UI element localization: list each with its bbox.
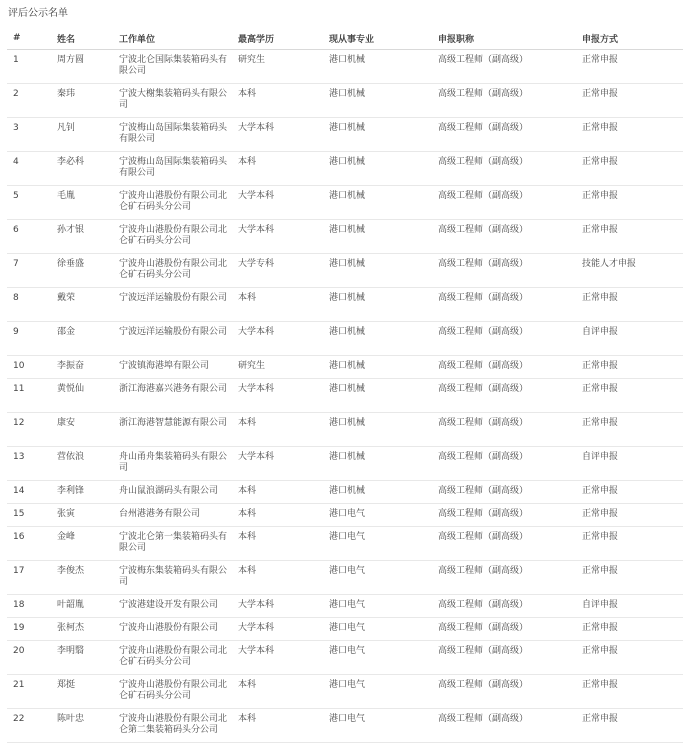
table-row bbox=[7, 254, 683, 288]
cell-name: 张柯杰 bbox=[51, 618, 113, 641]
cell-name: 叶韶胤 bbox=[51, 595, 113, 618]
table-row bbox=[7, 481, 683, 504]
cell-applied-title: 高级工程师（副高级） bbox=[432, 220, 576, 254]
cell-number: 3 bbox=[7, 118, 51, 152]
cell-education: 大学本科 bbox=[232, 322, 323, 356]
cell-number: 11 bbox=[7, 379, 51, 413]
cell-name: 张寅 bbox=[51, 504, 113, 527]
cell-apply-mode: 自评申报 bbox=[576, 447, 683, 481]
table-row bbox=[7, 118, 683, 152]
cell-education: 本科 bbox=[232, 675, 323, 709]
table-row bbox=[7, 84, 683, 118]
cell-major: 港口电气 bbox=[323, 561, 432, 595]
table-row bbox=[7, 504, 683, 527]
cell-work-unit: 宁波远洋运输股份有限公司 bbox=[113, 288, 232, 322]
table-row bbox=[7, 709, 683, 743]
cell-apply-mode: 自评申报 bbox=[576, 322, 683, 356]
cell-name: 黄悦仙 bbox=[51, 379, 113, 413]
cell-major: 港口电气 bbox=[323, 527, 432, 561]
cell-education: 大学本科 bbox=[232, 447, 323, 481]
cell-name: 周方圆 bbox=[51, 50, 113, 84]
cell-education: 本科 bbox=[232, 527, 323, 561]
table-row bbox=[7, 675, 683, 709]
cell-applied-title: 高级工程师（副高级） bbox=[432, 413, 576, 447]
cell-applied-title: 高级工程师（副高级） bbox=[432, 709, 576, 743]
cell-work-unit: 舟山甬舟集装箱码头有限公司 bbox=[113, 447, 232, 481]
cell-major: 港口机械 bbox=[323, 220, 432, 254]
cell-work-unit: 宁波舟山港股份有限公司北仑矿石码头分公司 bbox=[113, 641, 232, 675]
cell-number: 20 bbox=[7, 641, 51, 675]
cell-number: 16 bbox=[7, 527, 51, 561]
cell-name: 李明翳 bbox=[51, 641, 113, 675]
cell-work-unit: 宁波梅山岛国际集装箱码头有限公司 bbox=[113, 152, 232, 186]
cell-apply-mode: 正常申报 bbox=[576, 379, 683, 413]
cell-number: 8 bbox=[7, 288, 51, 322]
cell-applied-title: 高级工程师（副高级） bbox=[432, 50, 576, 84]
cell-education: 本科 bbox=[232, 481, 323, 504]
cell-work-unit: 宁波舟山港股份有限公司北仑第二集装箱码头分公司 bbox=[113, 709, 232, 743]
cell-work-unit: 宁波舟山港股份有限公司北仑矿石码头分公司 bbox=[113, 254, 232, 288]
cell-apply-mode: 正常申报 bbox=[576, 118, 683, 152]
table-header-row bbox=[7, 27, 683, 50]
cell-number: 18 bbox=[7, 595, 51, 618]
cell-number: 17 bbox=[7, 561, 51, 595]
cell-education: 大学本科 bbox=[232, 618, 323, 641]
cell-name: 秦玮 bbox=[51, 84, 113, 118]
cell-work-unit: 宁波镇海港埠有限公司 bbox=[113, 356, 232, 379]
cell-applied-title: 高级工程师（副高级） bbox=[432, 152, 576, 186]
cell-education: 本科 bbox=[232, 561, 323, 595]
cell-apply-mode: 正常申报 bbox=[576, 288, 683, 322]
cell-name: 李必科 bbox=[51, 152, 113, 186]
cell-work-unit: 宁波梅山岛国际集装箱码头有限公司 bbox=[113, 118, 232, 152]
cell-name: 凡钊 bbox=[51, 118, 113, 152]
cell-major: 港口电气 bbox=[323, 618, 432, 641]
table-row bbox=[7, 447, 683, 481]
cell-work-unit: 浙江海港智慧能源有限公司 bbox=[113, 413, 232, 447]
cell-apply-mode: 自评申报 bbox=[576, 595, 683, 618]
cell-major: 港口机械 bbox=[323, 84, 432, 118]
cell-work-unit: 宁波北仑第一集装箱码头有限公司 bbox=[113, 527, 232, 561]
table-row bbox=[7, 220, 683, 254]
cell-education: 大学本科 bbox=[232, 595, 323, 618]
cell-number: 19 bbox=[7, 618, 51, 641]
cell-major: 港口电气 bbox=[323, 675, 432, 709]
cell-number: 12 bbox=[7, 413, 51, 447]
cell-work-unit: 宁波舟山港股份有限公司 bbox=[113, 618, 232, 641]
cell-education: 本科 bbox=[232, 504, 323, 527]
cell-apply-mode: 正常申报 bbox=[576, 220, 683, 254]
table-row bbox=[7, 379, 683, 413]
cell-work-unit: 台州港港务有限公司 bbox=[113, 504, 232, 527]
header-name: 姓名 bbox=[51, 27, 113, 50]
cell-name: 李振奋 bbox=[51, 356, 113, 379]
cell-number: 7 bbox=[7, 254, 51, 288]
cell-work-unit: 宁波舟山港股份有限公司北仑矿石码头分公司 bbox=[113, 675, 232, 709]
cell-apply-mode: 正常申报 bbox=[576, 675, 683, 709]
cell-number: 22 bbox=[7, 709, 51, 743]
cell-number: 13 bbox=[7, 447, 51, 481]
cell-applied-title: 高级工程师（副高级） bbox=[432, 356, 576, 379]
cell-work-unit: 舟山鼠浪湖码头有限公司 bbox=[113, 481, 232, 504]
cell-apply-mode: 正常申报 bbox=[576, 709, 683, 743]
cell-number: 10 bbox=[7, 356, 51, 379]
cell-number: 5 bbox=[7, 186, 51, 220]
cell-name: 陈叶忠 bbox=[51, 709, 113, 743]
cell-applied-title: 高级工程师（副高级） bbox=[432, 186, 576, 220]
cell-work-unit: 浙江海港嘉兴港务有限公司 bbox=[113, 379, 232, 413]
cell-education: 大学本科 bbox=[232, 220, 323, 254]
cell-major: 港口机械 bbox=[323, 413, 432, 447]
cell-work-unit: 宁波大榭集装箱码头有限公司 bbox=[113, 84, 232, 118]
cell-apply-mode: 正常申报 bbox=[576, 50, 683, 84]
cell-name: 李利锋 bbox=[51, 481, 113, 504]
cell-work-unit: 宁波舟山港股份有限公司北仑矿石码头分公司 bbox=[113, 186, 232, 220]
table-row bbox=[7, 356, 683, 379]
table-row bbox=[7, 595, 683, 618]
cell-applied-title: 高级工程师（副高级） bbox=[432, 447, 576, 481]
cell-number: 4 bbox=[7, 152, 51, 186]
cell-name: 营依浪 bbox=[51, 447, 113, 481]
cell-apply-mode: 正常申报 bbox=[576, 618, 683, 641]
cell-applied-title: 高级工程师（副高级） bbox=[432, 595, 576, 618]
cell-education: 本科 bbox=[232, 709, 323, 743]
cell-major: 港口机械 bbox=[323, 447, 432, 481]
cell-name: 孙才银 bbox=[51, 220, 113, 254]
cell-major: 港口电气 bbox=[323, 641, 432, 675]
cell-education: 大学本科 bbox=[232, 641, 323, 675]
cell-apply-mode: 技能人才申报 bbox=[576, 254, 683, 288]
cell-applied-title: 高级工程师（副高级） bbox=[432, 527, 576, 561]
cell-name: 毛胤 bbox=[51, 186, 113, 220]
cell-apply-mode: 正常申报 bbox=[576, 356, 683, 379]
cell-applied-title: 高级工程师（副高级） bbox=[432, 641, 576, 675]
cell-major: 港口机械 bbox=[323, 152, 432, 186]
header-major: 现从事专业 bbox=[323, 27, 432, 50]
cell-education: 研究生 bbox=[232, 356, 323, 379]
cell-major: 港口机械 bbox=[323, 288, 432, 322]
cell-number: 1 bbox=[7, 50, 51, 84]
cell-name: 金峰 bbox=[51, 527, 113, 561]
cell-apply-mode: 正常申报 bbox=[576, 641, 683, 675]
table-row bbox=[7, 561, 683, 595]
cell-apply-mode: 正常申报 bbox=[576, 561, 683, 595]
header-apply-mode: 申报方式 bbox=[576, 27, 683, 50]
cell-applied-title: 高级工程师（副高级） bbox=[432, 561, 576, 595]
cell-apply-mode: 正常申报 bbox=[576, 186, 683, 220]
table-row bbox=[7, 413, 683, 447]
cell-name: 郑挺 bbox=[51, 675, 113, 709]
table-row bbox=[7, 152, 683, 186]
table-row bbox=[7, 50, 683, 84]
public-list-table bbox=[7, 27, 683, 743]
cell-applied-title: 高级工程师（副高级） bbox=[432, 322, 576, 356]
cell-applied-title: 高级工程师（副高级） bbox=[432, 481, 576, 504]
cell-work-unit: 宁波港建设开发有限公司 bbox=[113, 595, 232, 618]
header-work-unit: 工作单位 bbox=[113, 27, 232, 50]
cell-applied-title: 高级工程师（副高级） bbox=[432, 84, 576, 118]
header-education: 最高学历 bbox=[232, 27, 323, 50]
cell-major: 港口电气 bbox=[323, 595, 432, 618]
cell-apply-mode: 正常申报 bbox=[576, 481, 683, 504]
cell-major: 港口机械 bbox=[323, 481, 432, 504]
cell-major: 港口机械 bbox=[323, 186, 432, 220]
cell-major: 港口机械 bbox=[323, 118, 432, 152]
cell-education: 大学专科 bbox=[232, 254, 323, 288]
table-row bbox=[7, 322, 683, 356]
cell-applied-title: 高级工程师（副高级） bbox=[432, 675, 576, 709]
cell-number: 14 bbox=[7, 481, 51, 504]
cell-major: 港口机械 bbox=[323, 50, 432, 84]
table-row bbox=[7, 618, 683, 641]
cell-applied-title: 高级工程师（副高级） bbox=[432, 118, 576, 152]
cell-apply-mode: 正常申报 bbox=[576, 504, 683, 527]
cell-name: 李俊杰 bbox=[51, 561, 113, 595]
cell-name: 徐垂盛 bbox=[51, 254, 113, 288]
cell-work-unit: 宁波梅东集装箱码头有限公司 bbox=[113, 561, 232, 595]
cell-apply-mode: 正常申报 bbox=[576, 152, 683, 186]
cell-major: 港口电气 bbox=[323, 504, 432, 527]
table-row bbox=[7, 186, 683, 220]
cell-education: 本科 bbox=[232, 413, 323, 447]
cell-name: 康安 bbox=[51, 413, 113, 447]
cell-apply-mode: 正常申报 bbox=[576, 84, 683, 118]
cell-major: 港口机械 bbox=[323, 356, 432, 379]
cell-number: 2 bbox=[7, 84, 51, 118]
cell-work-unit: 宁波舟山港股份有限公司北仑矿石码头分公司 bbox=[113, 220, 232, 254]
cell-major: 港口机械 bbox=[323, 254, 432, 288]
cell-name: 戴荣 bbox=[51, 288, 113, 322]
cell-apply-mode: 正常申报 bbox=[576, 413, 683, 447]
header-applied-title: 申报职称 bbox=[432, 27, 576, 50]
cell-education: 大学本科 bbox=[232, 379, 323, 413]
cell-applied-title: 高级工程师（副高级） bbox=[432, 379, 576, 413]
cell-number: 21 bbox=[7, 675, 51, 709]
cell-applied-title: 高级工程师（副高级） bbox=[432, 288, 576, 322]
cell-name: 邵金 bbox=[51, 322, 113, 356]
cell-applied-title: 高级工程师（副高级） bbox=[432, 504, 576, 527]
table-row bbox=[7, 641, 683, 675]
cell-apply-mode: 正常申报 bbox=[576, 527, 683, 561]
cell-education: 大学本科 bbox=[232, 186, 323, 220]
cell-number: 9 bbox=[7, 322, 51, 356]
cell-work-unit: 宁波远洋运输股份有限公司 bbox=[113, 322, 232, 356]
cell-major: 港口电气 bbox=[323, 709, 432, 743]
cell-major: 港口机械 bbox=[323, 322, 432, 356]
cell-education: 研究生 bbox=[232, 50, 323, 84]
header-number: # bbox=[7, 27, 51, 50]
cell-number: 15 bbox=[7, 504, 51, 527]
cell-education: 大学本科 bbox=[232, 118, 323, 152]
cell-major: 港口机械 bbox=[323, 379, 432, 413]
cell-education: 本科 bbox=[232, 288, 323, 322]
table-row bbox=[7, 527, 683, 561]
cell-applied-title: 高级工程师（副高级） bbox=[432, 618, 576, 641]
cell-education: 本科 bbox=[232, 152, 323, 186]
cell-applied-title: 高级工程师（副高级） bbox=[432, 254, 576, 288]
cell-education: 本科 bbox=[232, 84, 323, 118]
cell-number: 6 bbox=[7, 220, 51, 254]
page-title: 评后公示名单 bbox=[8, 8, 68, 19]
table-row bbox=[7, 288, 683, 322]
cell-work-unit: 宁波北仑国际集装箱码头有限公司 bbox=[113, 50, 232, 84]
